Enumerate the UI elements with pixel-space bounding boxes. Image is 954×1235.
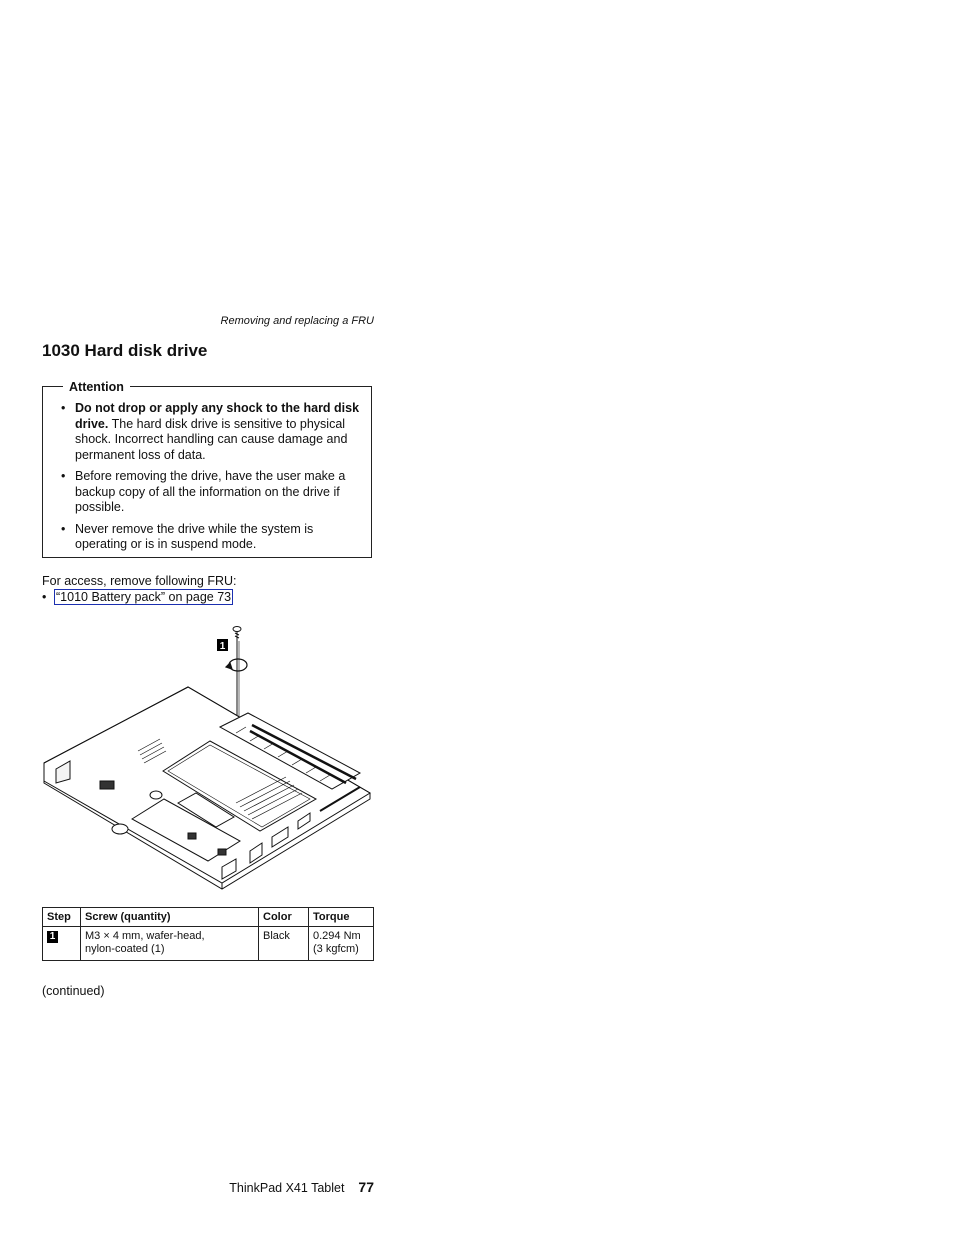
hard-disk-drive-illustration: [40, 623, 374, 891]
battery-pack-link[interactable]: “1010 Battery pack” on page 73: [56, 590, 232, 604]
table-cell-screw: [81, 927, 259, 961]
step-badge: 1: [47, 931, 58, 943]
screw-table: [42, 907, 374, 961]
table-cell-torque: [309, 927, 374, 961]
page-footer: [42, 1179, 374, 1195]
page-number: 77: [358, 1179, 374, 1195]
table-header-color: Color: [259, 908, 309, 927]
attention-label: Attention: [63, 380, 130, 394]
footer-product: ThinkPad X41 Tablet: [229, 1181, 345, 1195]
bullet-icon: •: [42, 590, 47, 604]
page-title: 1030 Hard disk drive: [42, 341, 208, 360]
running-head: Removing and replacing a FRU: [220, 315, 374, 327]
torque-line: (3 kgfcm): [313, 943, 359, 955]
screw-line: nylon-coated (1): [85, 943, 165, 955]
attention-box: [42, 380, 372, 558]
laptop-base: [44, 687, 370, 889]
access-intro: For access, remove following FRU:: [42, 574, 237, 588]
table-cell-color: Black: [259, 927, 309, 961]
attention-list: [60, 401, 360, 559]
attention-item: [60, 401, 360, 463]
table-header-torque: Torque: [309, 908, 374, 927]
attention-item-text: The hard disk drive is sensitive to physical shock. Incorrect handling can cause damage and permanent loss of data.: [75, 416, 348, 462]
continued-note: (continued): [42, 984, 105, 998]
fru-list-item: [42, 590, 233, 604]
attention-item-bold: Do not drop or apply any shock to the hard disk drive.: [75, 401, 360, 431]
screw-icon: [233, 627, 241, 642]
callout-number: 1: [219, 641, 226, 652]
attention-item: [60, 469, 360, 516]
table-cell-step: [43, 927, 81, 961]
screw-line: M3 × 4 mm, wafer-head,: [85, 930, 205, 942]
attention-item-text: Never remove the drive while the system is operating or is in suspend mode.: [75, 521, 314, 551]
attention-item: [60, 522, 360, 553]
table-header-step: Step: [43, 908, 81, 927]
attention-item-text: Before removing the drive, have the user make a backup copy of all the information on the drive if possible.: [75, 469, 346, 514]
torque-line: 0.294 Nm: [313, 930, 361, 942]
table-header-row: [43, 908, 374, 927]
table-header-screw: Screw (quantity): [81, 908, 259, 927]
table-row: [43, 927, 374, 961]
